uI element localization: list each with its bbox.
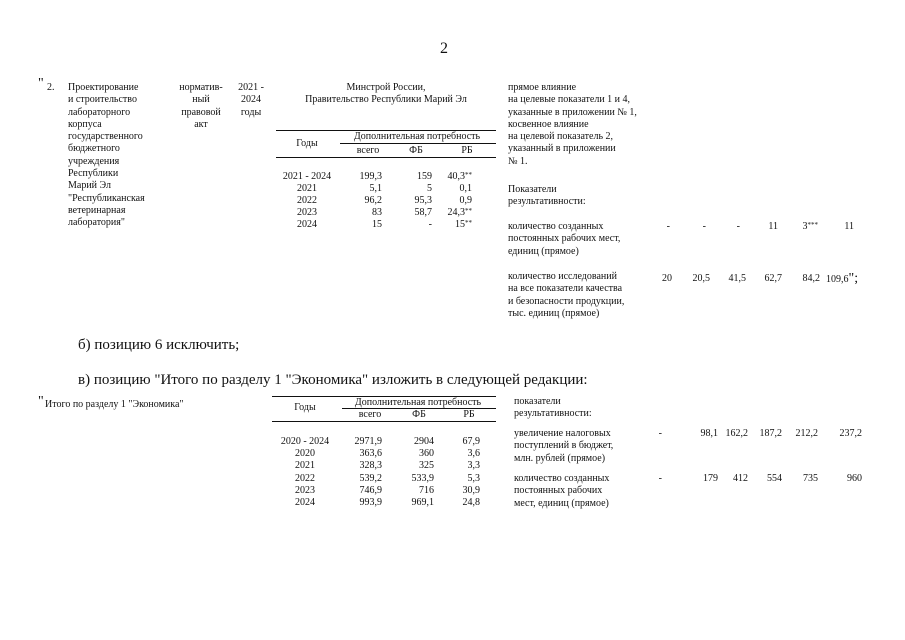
indicator-value: -: [702, 221, 706, 232]
indicator-value: 109,6";: [826, 271, 859, 286]
period: 2021 - 2024 годы: [238, 82, 264, 118]
additional-need-header: Дополнительная потребность: [354, 397, 482, 408]
indicator-value: 412: [733, 473, 748, 484]
col-fb-header: ФБ: [409, 145, 423, 156]
years-header: Годы: [296, 138, 318, 149]
indicator-value: 162,2: [725, 428, 748, 439]
indicator-value: 960: [847, 473, 862, 484]
responsible-executors: Минстрой России, Правительство Республики Марий Эл: [305, 82, 467, 106]
col-total-header: всего: [356, 145, 380, 156]
item-number: 2.: [47, 82, 55, 93]
col-rb-header: РБ: [461, 145, 473, 156]
rb-value: 40,3**: [447, 171, 472, 182]
rb-value: 24,3**: [447, 207, 472, 218]
indicator-value: 237,2: [839, 428, 862, 439]
item-name: Проектирование и строительство лабораторного корпуса государственного бюджетного учреждения Республики Марий Эл "Республиканская ветеринарная лаборатория": [68, 82, 145, 229]
indicator-value: 212,2: [795, 428, 818, 439]
opening-quote: ": [38, 394, 44, 409]
col-total-header: всего: [358, 409, 382, 420]
funding-header-bottom-rule: [276, 157, 496, 158]
opening-quote: ": [38, 76, 44, 91]
instruction-c: в) позицию "Итого по разделу 1 "Экономика" изложить в следующей редакции:: [78, 372, 588, 388]
influence-description: прямое влияние на целевые показатели 1 и 4, указанные в приложении № 1, косвенное влияние на целевой показатель 2, указанный в приложении № 1.: [508, 82, 637, 167]
indicator-value: 41,5: [728, 273, 746, 284]
indicator-value: 735: [803, 473, 818, 484]
indicator-value: 62,7: [764, 273, 782, 284]
indicator-value: 20: [662, 273, 672, 284]
indicator-value: 187,2: [759, 428, 782, 439]
col-rb-header: РБ: [463, 409, 475, 420]
indicator-value: -: [666, 221, 670, 232]
indicator-value: -: [736, 221, 740, 232]
indicator-label: количество созданных постоянных рабочих мест, единиц (прямое): [508, 221, 621, 257]
funding-subheader-rule: [340, 143, 496, 144]
indicator-value: 11: [844, 221, 854, 232]
page-number: 2: [440, 40, 448, 57]
indicator-label: количество исследований на все показатели качества и безопасности продукции, тыс. единиц (прямое): [508, 271, 625, 319]
instruction-b: б) позицию 6 исключить;: [78, 337, 240, 353]
indicator-value: 3***: [802, 221, 818, 232]
additional-need-header: Дополнительная потребность: [353, 131, 481, 142]
indicator-value: 554: [767, 473, 782, 484]
rb-value: 15**: [455, 219, 472, 230]
indicator-value: -: [658, 428, 662, 439]
indicator-value: -: [658, 473, 662, 484]
results-header: показатели результативности:: [514, 396, 592, 420]
indicator-label: количество созданных постоянных рабочих мест, единиц (прямое): [514, 473, 610, 509]
indicator-value: 20,5: [692, 273, 710, 284]
col-fb-header: ФБ: [412, 409, 426, 420]
indicator-value: 179: [703, 473, 718, 484]
results-header: Показатели результативности:: [508, 184, 586, 208]
indicator-value: 11: [768, 221, 778, 232]
indicator-value: 84,2: [802, 273, 820, 284]
rb-value: 0,1: [459, 183, 472, 194]
total-title: Итого по разделу 1 "Экономика": [45, 399, 184, 410]
indicator-value: 98,1: [700, 428, 718, 439]
document-type: норматив- ный правовой акт: [179, 82, 223, 130]
closing-quote: ";: [848, 271, 859, 286]
years-header: Годы: [294, 402, 316, 413]
total-header-bottom-rule: [272, 421, 496, 422]
rb-value: 0,9: [459, 195, 472, 206]
indicator-label: увеличение налоговых поступлений в бюджет, млн. рублей (прямое): [514, 428, 614, 464]
